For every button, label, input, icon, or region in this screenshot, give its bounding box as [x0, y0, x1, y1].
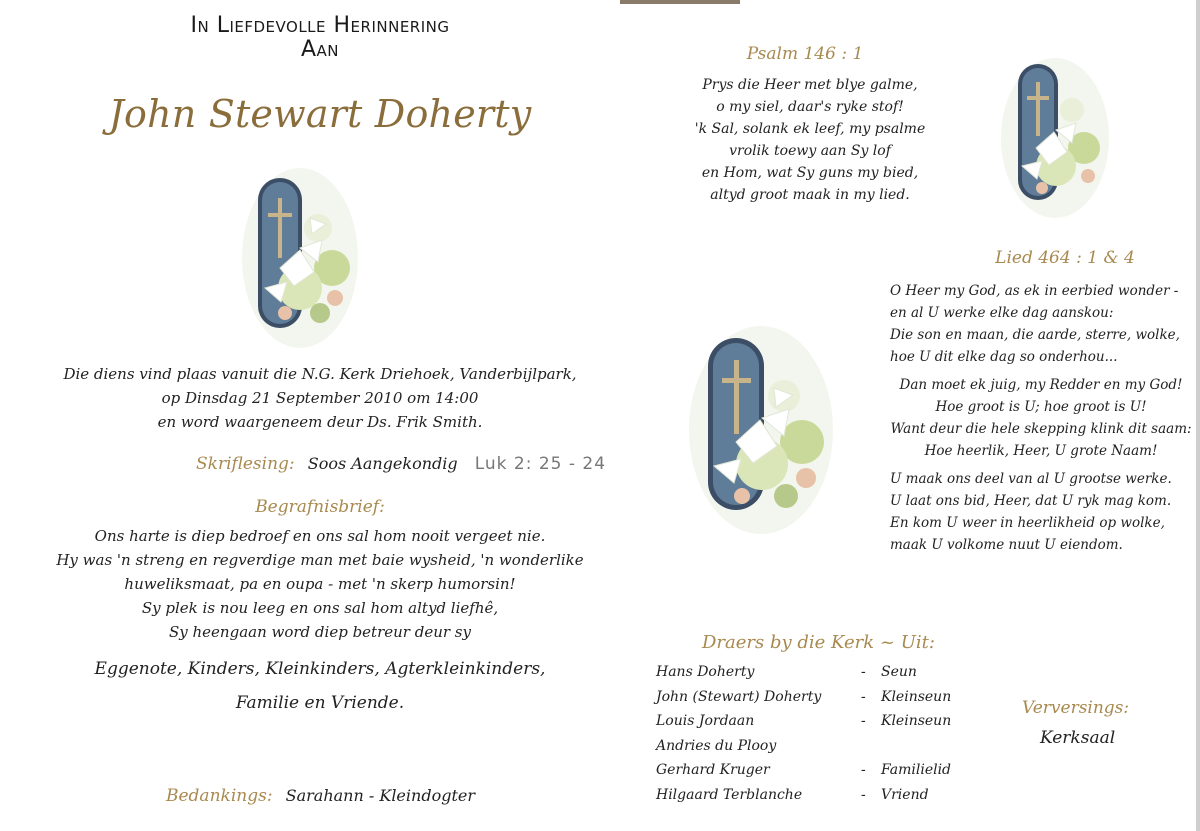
bearer-row [656, 758, 956, 783]
hymn-line: maak U volkome nuut U eiendom. [890, 537, 1123, 553]
bearers-list [656, 660, 956, 807]
psalm-line: o my siel, daar's ryke stof! [716, 99, 904, 115]
refreshments-label: Verversings: [1022, 698, 1130, 718]
bearer-name: John (Stewart) Doherty [656, 688, 822, 705]
hymn-line: en al U werke elke dag aanskou: [890, 305, 1114, 321]
thanks-label: Bedankings: [166, 786, 273, 806]
mourners [0, 652, 640, 720]
bearer-dash: - [861, 762, 866, 778]
psalm-text [680, 74, 940, 206]
hymn-line: Die son en maan, die aarde, sterre, wolke, [890, 327, 1180, 343]
bearer-row [656, 783, 956, 808]
bearer-dash: - [861, 688, 866, 705]
hymn-line: En kom U weer in heerlikheid op wolke, [890, 515, 1165, 531]
obituary-label: Begrafnisbrief: [255, 497, 385, 517]
hymn-title: Lied 464 : 1 & 4 [995, 248, 1135, 268]
psalm-line: en Hom, wat Sy guns my bied, [701, 165, 919, 181]
hymn-line: U maak ons deel van al U grootse werke. [890, 471, 1172, 487]
service-line: op Dinsdag 21 September 2010 om 14:00 [161, 389, 479, 407]
thanks-row [166, 786, 475, 806]
bearer-row [656, 685, 956, 710]
bearers-title: Draers by die Kerk ~ Uit: [702, 632, 935, 653]
thanks-value: Sarahann - Kleindogter [285, 786, 475, 805]
obituary-text [0, 524, 640, 644]
bearer-relation: Familielid [881, 762, 952, 778]
obituary-line: Sy plek is nou leeg en ons sal hom altyd liefhê, [141, 599, 499, 617]
scripture-handwritten-note: Luk 2: 25 - 24 [474, 454, 607, 474]
bearer-name: Hilgaard Terblanche [656, 786, 803, 803]
cross-window-flower-icon [1000, 48, 1110, 218]
psalm-line: 'k Sal, solank ek leef, my psalme [694, 121, 926, 137]
hymn-text [890, 280, 1200, 562]
cross-window-flower-icon [686, 318, 836, 538]
obituary-line: huweliksmaat, pa en oupa - met 'n skerp humorsin! [124, 575, 516, 593]
deceased-name: John Stewart Doherty [108, 92, 532, 136]
obituary-line: Hy was 'n streng en regverdige man met baie wysheid, 'n wonderlike [56, 551, 584, 569]
bearer-dash: - [861, 713, 866, 729]
bearer-dash: - [861, 664, 866, 680]
hymn-stanza [890, 280, 1200, 368]
memorial-heading [0, 14, 640, 62]
right-page [620, 0, 1200, 831]
heading-line-2: Aan [300, 37, 340, 62]
cross-window-flower-icon [240, 158, 360, 348]
psalm-title: Psalm 146 : 1 [746, 44, 864, 64]
hymn-line: O Heer my God, as ek in eerbied wonder - [890, 283, 1179, 299]
bearer-name: Hans Doherty [656, 664, 755, 680]
scripture-value: Soos Aangekondig [307, 454, 458, 473]
obituary-line: Sy heengaan word diep betreur deur sy [169, 623, 471, 641]
hymn-line: Hoe groot is U; hoe groot is U! [935, 399, 1147, 415]
refreshments-value: Kerksaal [1040, 728, 1116, 748]
hymn-stanza [890, 374, 1200, 462]
hymn-line: Dan moet ek juig, my Redder en my God! [899, 377, 1183, 393]
service-details [0, 362, 640, 434]
bearer-relation: Seun [881, 664, 917, 680]
bearer-relation: Kleinseun [881, 688, 952, 705]
bearer-name: Gerhard Kruger [656, 762, 770, 778]
bearer-name: Louis Jordaan [656, 713, 755, 729]
bearer-relation: Vriend [881, 786, 929, 803]
bearer-row [656, 709, 956, 734]
scripture-label: Skriflesing: [196, 454, 295, 474]
obituary-line: Ons harte is diep bedroef en ons sal hom nooit vergeet nie. [94, 527, 546, 545]
service-line: Die diens vind plaas vanuit die N.G. Kerk Driehoek, Vanderbijlpark, [63, 365, 577, 383]
hymn-line: Want deur die hele skepping klink dit saam: [890, 421, 1192, 437]
mourners-line: Familie en Vriende. [235, 693, 405, 713]
hymn-line: Hoe heerlik, Heer, U grote Naam! [924, 443, 1158, 459]
psalm-line: vrolik toewy aan Sy lof [729, 143, 891, 159]
hymn-stanza [890, 468, 1200, 556]
scripture-row [196, 454, 606, 474]
bearer-dash: - [861, 786, 866, 803]
bearer-row [656, 734, 956, 759]
psalm-line: altyd groot maak in my lied. [710, 187, 910, 203]
mourners-line: Eggenote, Kinders, Kleinkinders, Agterkleinkinders, [94, 659, 546, 679]
hymn-line: U laat ons bid, Heer, dat U ryk mag kom. [890, 493, 1172, 509]
bearer-row [656, 660, 956, 685]
psalm-line: Prys die Heer met blye galme, [702, 77, 918, 93]
bearer-name: Andries du Plooy [656, 737, 777, 754]
heading-line-1: In Liefdevolle Herinnering [190, 13, 450, 38]
service-line: en word waargeneem deur Ds. Frik Smith. [157, 413, 483, 431]
bearer-relation: Kleinseun [881, 713, 952, 729]
hymn-line: hoe U dit elke dag so onderhou... [890, 349, 1118, 365]
